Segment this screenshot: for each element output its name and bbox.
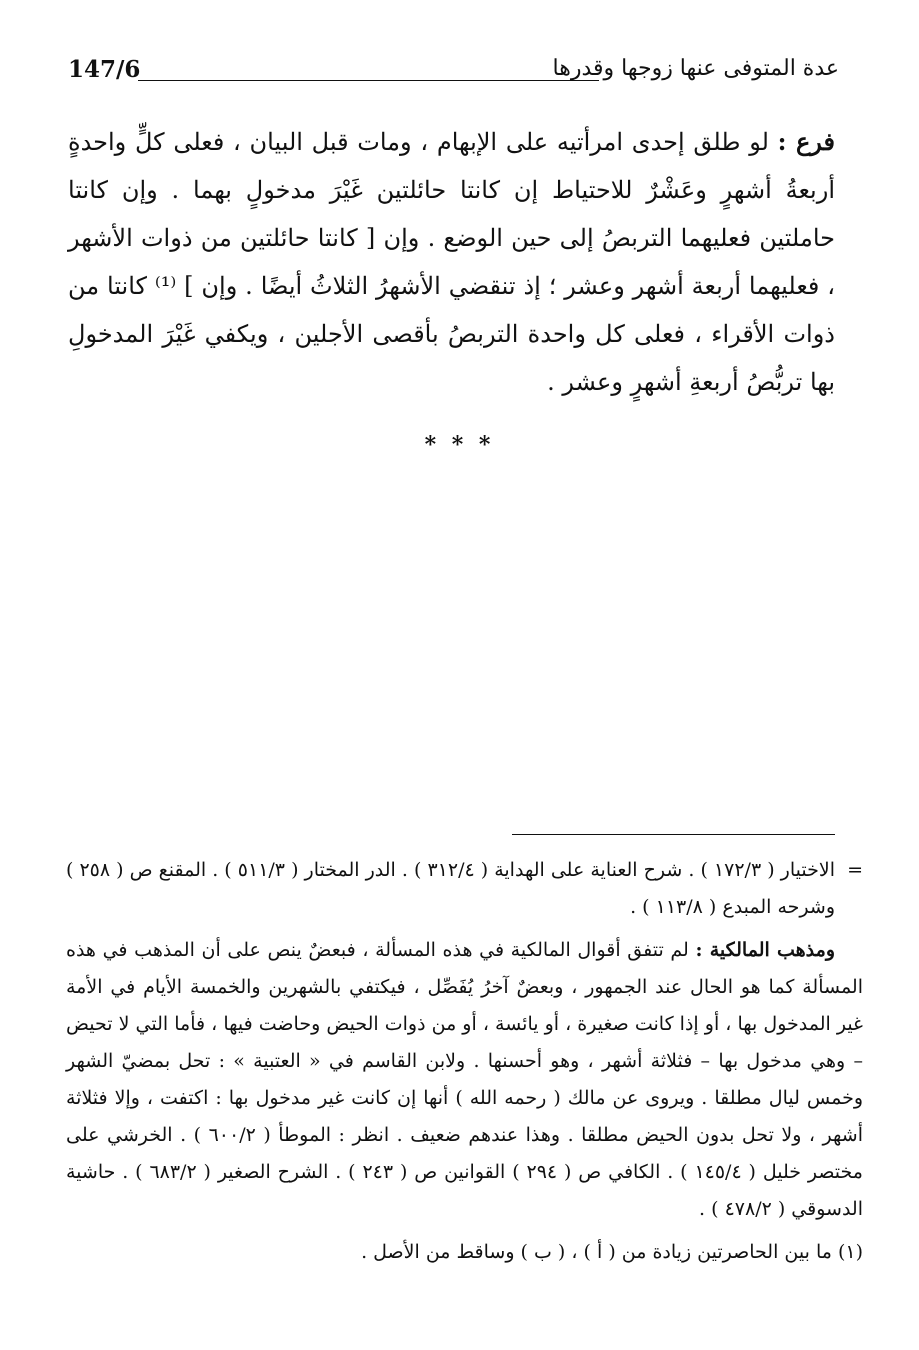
paragraph-body: لو طلق إحدى امرأتيه على الإبهام ، ومات قبل البيان ، فعلى كلٍّ واحدةٍ أربعةُ أشهرٍ وعَشْرٌ للاحتياط إن كانتا حائلتين غَيْرَ مدخولٍ بهما . وإن كانتا حاملتين فعليهما التربصُ إلى حين الوضع . وإن [ كانتا حائلتين من ذوات الأشهر ، فعليهما أربعة أشهر وعشر ؛ إذ تنقضي الأشهرُ الثلاثُ أيضًا . وإن ] ⁽¹⁾ كانتا من ذوات الأقراء ، فعلى كل واحدة التربصُ بأقصى الأجلين ، ويكفي غَيْرَ المدخولِ بها تربُّصُ أربعةِ أشهرٍ وعشر .: [68, 128, 836, 396]
running-title: عدة المتوفى عنها زوجها وقدرها: [552, 56, 839, 81]
footnote-continuation: [66, 852, 863, 926]
section-separator: * * *: [424, 432, 495, 458]
main-paragraph: [68, 118, 835, 406]
paragraph-lead: فرع :: [777, 127, 835, 156]
footnote-maliki-lead: ومذهب المالكية :: [695, 939, 835, 961]
header-rule: [138, 80, 599, 81]
footnote-rule: [512, 834, 835, 835]
footnotes: [66, 852, 863, 1271]
footnote-1: (١) ما بين الحاصرتين زيادة من ( أ ) ، ( ب ) وساقط من الأصل .: [361, 1241, 863, 1263]
continuation-mark: =: [847, 859, 863, 881]
page-header: [68, 52, 839, 92]
footnote-maliki: [66, 932, 863, 1228]
footnote-maliki-body: لم تتفق أقوال المالكية في هذه المسألة ، فبعضٌ ينص على أن المذهب في هذه المسألة كما هو الحال عند الجمهور ، وبعضٌ آخرُ يُفَصِّل ، فيكتفي بالشهرين والخمسة الأيام في الأمة غير المدخول بها ، أو إذا كانت صغيرة ، أو يائسة ، أو من ذوات الحيض وحاضت فيها ، فأما التي لا تحيض – وهي مدخول بها – فثلاثة أشهر ، وهو أحسنها . ولابن القاسم في « العتبية » : تحل بمضيّ الشهر وخمس ليال مطلقا . ويروى عن مالك ( رحمه الله ) أنها إن كانت غير مدخول بها : اكتفت ، وإلا فثلاثة أشهر ، ولا تحل بدون الحيض مطلقا . وهذا عندهم ضعيف . انظر : الموطأ ( ٦٠٠/٢ ) . الخرشي على مختصر خليل ( ١٤٥/٤ ) . الكافي ص ( ٢٩٤ ) القوانين ص ( ٢٤٣ ) . الشرح الصغير ( ٦٨٣/٢ ) . حاشية الدسوقي ( ٤٧٨/٢ ) .: [66, 939, 863, 1220]
footnote-continuation-text: الاختيار ( ١٧٢/٣ ) . شرح العناية على الهداية ( ٣١٢/٤ ) . الدر المختار ( ٥١١/٣ ) . المقنع ص ( ٢٥٨ ) وشرحه المبدع ( ١١٣/٨ ) .: [66, 859, 835, 918]
page-number: 147/6: [68, 56, 141, 83]
